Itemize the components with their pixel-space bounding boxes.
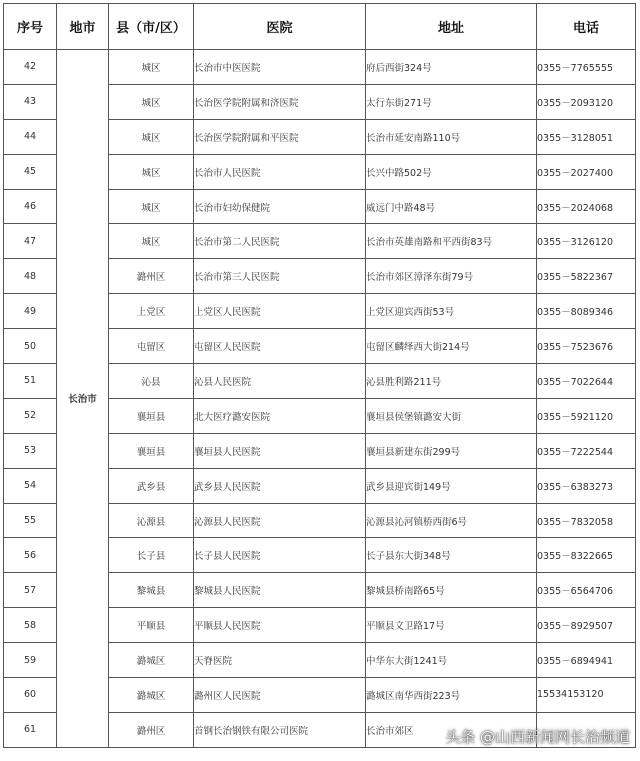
hospital-cell: 屯留区人民医院 bbox=[194, 329, 366, 364]
county-cell: 城区 bbox=[109, 154, 194, 189]
phone-cell: 0355－7523676 bbox=[537, 329, 636, 364]
phone-cell: 0355－6383273 bbox=[537, 468, 636, 503]
phone-cell: 0355－2093120 bbox=[537, 84, 636, 119]
address-cell: 潞城区南华西街223号 bbox=[366, 678, 537, 713]
city-cell: 长治市 bbox=[57, 50, 109, 748]
address-cell: 长治市郊区 bbox=[366, 712, 537, 747]
row-number: 57 bbox=[4, 573, 57, 608]
phone-cell: 0355－7832058 bbox=[537, 503, 636, 538]
hospital-cell: 平顺县人民医院 bbox=[194, 608, 366, 643]
hospital-cell: 黎城县人民医院 bbox=[194, 573, 366, 608]
header-phone: 电话 bbox=[537, 4, 636, 50]
county-cell: 平顺县 bbox=[109, 608, 194, 643]
address-cell: 平顺县文卫路17号 bbox=[366, 608, 537, 643]
phone-cell: 15534153120 bbox=[537, 678, 636, 713]
phone-cell: 0355－7022644 bbox=[537, 364, 636, 399]
address-cell: 威远门中路48号 bbox=[366, 189, 537, 224]
county-cell: 潞州区 bbox=[109, 712, 194, 747]
header-address: 地址 bbox=[366, 4, 537, 50]
phone-cell: 0355－7765555 bbox=[537, 50, 636, 85]
address-cell: 沁源县沁河镇桥西街6号 bbox=[366, 503, 537, 538]
phone-cell: 0355－2024068 bbox=[537, 189, 636, 224]
row-number: 60 bbox=[4, 678, 57, 713]
phone-cell: 0355－5921120 bbox=[537, 398, 636, 433]
county-cell: 潞州区 bbox=[109, 259, 194, 294]
county-cell: 城区 bbox=[109, 224, 194, 259]
phone-cell: 0355－8322665 bbox=[537, 538, 636, 573]
address-cell: 长子县东大街348号 bbox=[366, 538, 537, 573]
hospital-cell: 长治市中医医院 bbox=[194, 50, 366, 85]
hospital-cell: 沁县人民医院 bbox=[194, 364, 366, 399]
county-cell: 潞城区 bbox=[109, 643, 194, 678]
address-cell: 武乡县迎宾街149号 bbox=[366, 468, 537, 503]
address-cell: 沁县胜利路211号 bbox=[366, 364, 537, 399]
row-number: 51 bbox=[4, 364, 57, 399]
row-number: 55 bbox=[4, 503, 57, 538]
county-cell: 潞城区 bbox=[109, 678, 194, 713]
header-hospital: 医院 bbox=[194, 4, 366, 50]
watermark-text: 头条 @山西新闻网长治频道 bbox=[445, 728, 630, 746]
county-cell: 沁县 bbox=[109, 364, 194, 399]
hospital-cell: 武乡县人民医院 bbox=[194, 468, 366, 503]
county-cell: 沁源县 bbox=[109, 503, 194, 538]
county-cell: 城区 bbox=[109, 189, 194, 224]
phone-cell: 0355－8089346 bbox=[537, 294, 636, 329]
header-no: 序号 bbox=[4, 4, 57, 50]
hospital-cell: 上党区人民医院 bbox=[194, 294, 366, 329]
phone-cell: 0355－8929507 bbox=[537, 608, 636, 643]
hospital-cell: 长治市人民医院 bbox=[194, 154, 366, 189]
header-county: 县（市/区） bbox=[109, 4, 194, 50]
county-cell: 黎城县 bbox=[109, 573, 194, 608]
hospital-cell: 长治医学院附属和济医院 bbox=[194, 84, 366, 119]
hospital-cell: 潞州区人民医院 bbox=[194, 678, 366, 713]
row-number: 54 bbox=[4, 468, 57, 503]
address-cell: 太行东街271号 bbox=[366, 84, 537, 119]
address-cell: 府后西街324号 bbox=[366, 50, 537, 85]
hospital-cell: 长治医学院附属和平医院 bbox=[194, 119, 366, 154]
county-cell: 武乡县 bbox=[109, 468, 194, 503]
phone-cell: 0355－2027400 bbox=[537, 154, 636, 189]
county-cell: 上党区 bbox=[109, 294, 194, 329]
county-cell: 城区 bbox=[109, 50, 194, 85]
county-cell: 襄垣县 bbox=[109, 433, 194, 468]
hospital-cell: 长子县人民医院 bbox=[194, 538, 366, 573]
row-number: 44 bbox=[4, 119, 57, 154]
hospital-cell: 长治市妇幼保健院 bbox=[194, 189, 366, 224]
row-number: 42 bbox=[4, 50, 57, 85]
hospital-cell: 天脊医院 bbox=[194, 643, 366, 678]
address-cell: 襄垣县侯堡镇潞安大街 bbox=[366, 398, 537, 433]
row-number: 43 bbox=[4, 84, 57, 119]
phone-cell: 0355－3126120 bbox=[537, 224, 636, 259]
address-cell: 上党区迎宾西街53号 bbox=[366, 294, 537, 329]
row-number: 56 bbox=[4, 538, 57, 573]
address-cell: 屯留区麟绎西大街214号 bbox=[366, 329, 537, 364]
address-cell: 长治市英雄南路和平西街83号 bbox=[366, 224, 537, 259]
hospital-cell: 长治市第三人民医院 bbox=[194, 259, 366, 294]
row-number: 47 bbox=[4, 224, 57, 259]
hospital-cell: 襄垣县人民医院 bbox=[194, 433, 366, 468]
row-number: 50 bbox=[4, 329, 57, 364]
address-cell: 长治市延安南路110号 bbox=[366, 119, 537, 154]
table-header bbox=[4, 4, 636, 50]
row-number: 49 bbox=[4, 294, 57, 329]
phone-cell: 0355－7222544 bbox=[537, 433, 636, 468]
table-body bbox=[4, 50, 636, 748]
header-city: 地市 bbox=[57, 4, 109, 50]
header-row bbox=[4, 4, 636, 50]
row-number: 52 bbox=[4, 398, 57, 433]
address-cell: 长兴中路502号 bbox=[366, 154, 537, 189]
county-cell: 屯留区 bbox=[109, 329, 194, 364]
row-number: 45 bbox=[4, 154, 57, 189]
hospital-table bbox=[3, 3, 636, 748]
hospital-cell: 北大医疗潞安医院 bbox=[194, 398, 366, 433]
row-number: 53 bbox=[4, 433, 57, 468]
address-cell: 长治市郊区漳泽东街79号 bbox=[366, 259, 537, 294]
row-number: 61 bbox=[4, 712, 57, 747]
phone-cell: 0355－5822367 bbox=[537, 259, 636, 294]
row-number: 59 bbox=[4, 643, 57, 678]
hospital-cell: 沁源县人民医院 bbox=[194, 503, 366, 538]
table-row bbox=[4, 50, 636, 85]
county-cell: 城区 bbox=[109, 84, 194, 119]
row-number: 58 bbox=[4, 608, 57, 643]
address-cell: 黎城县桥南路65号 bbox=[366, 573, 537, 608]
county-cell: 襄垣县 bbox=[109, 398, 194, 433]
hospital-cell: 长治市第二人民医院 bbox=[194, 224, 366, 259]
row-number: 46 bbox=[4, 189, 57, 224]
address-cell: 襄垣县新建东街299号 bbox=[366, 433, 537, 468]
address-cell: 中华东大街1241号 bbox=[366, 643, 537, 678]
row-number: 48 bbox=[4, 259, 57, 294]
hospital-cell: 首钢长治钢铁有限公司医院 bbox=[194, 712, 366, 747]
phone-cell: 0355－3128051 bbox=[537, 119, 636, 154]
phone-cell: 0355－6894941 bbox=[537, 643, 636, 678]
county-cell: 长子县 bbox=[109, 538, 194, 573]
county-cell: 城区 bbox=[109, 119, 194, 154]
phone-cell: 0355－6564706 bbox=[537, 573, 636, 608]
